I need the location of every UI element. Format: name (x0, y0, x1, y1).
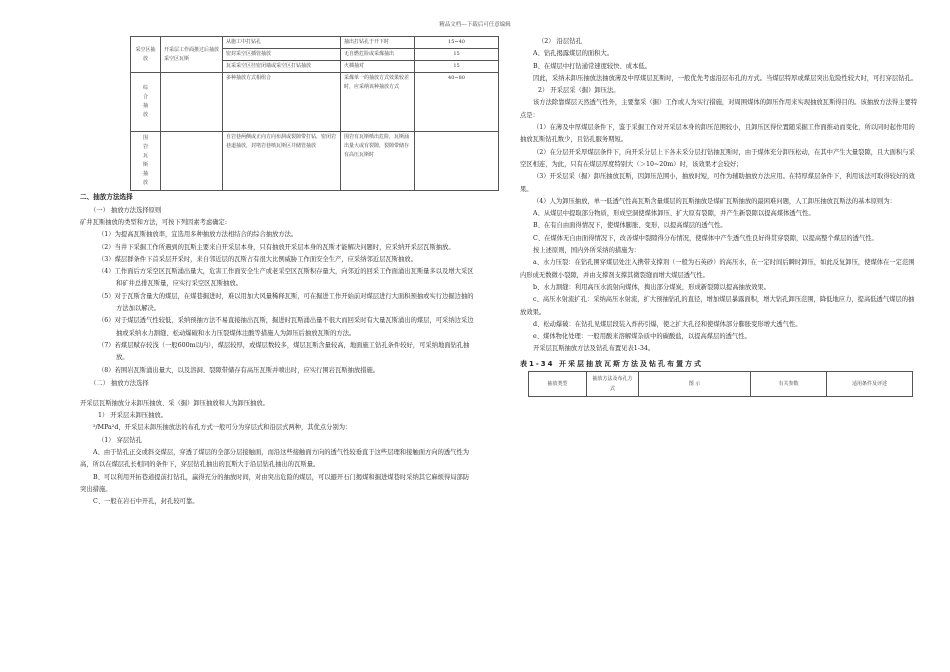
table-cell: 无自燃危险或采煤抽出 (341, 49, 415, 61)
paragraph: 因此，采纳未卸压抽放法抽放薄及中厚煤层瓦斯时，一般优先考虑沿层布孔的方式。当煤层特厚或煤层突出危险性较大时，可打穿层钻孔。 (533, 74, 918, 82)
drilling-layout-table (528, 371, 913, 397)
table-cell: 采空区抽放 (131, 37, 161, 73)
list-item: b、水力割缝：利用高压水流射向煤体，掏出部分煤炭，形成新裂隙以提高抽放效果。 (533, 283, 771, 291)
list-item: e、煤体物化处理：一般用酸来溶解煤杂质中的碳酸盐，以提高煤层的透气性。 (533, 333, 751, 341)
table-cell: 从施工中打钻孔 (223, 37, 341, 49)
principle-list (80, 229, 475, 377)
list-item: （1）为提高瓦斯抽放率，宜选用多种抽放方法相结合的综合抽放方法。 (98, 231, 298, 239)
list-item: （1）在薄及中厚煤层条件下，鉴于采掘工作对开采层本身的卸压范围较小，且卸压区得位置随采掘工作面推动而变化，所以同时起作用的抽放瓦斯钻孔数少，且钻孔服务期短。 (520, 124, 915, 144)
list-item: （7）若煤层赋存较浅（一般600m以内），煤层较厚，或煤层数较多，煤层瓦斯含量较高，地面施工钻孔条件较好，可采纳地面钻孔抽放。 (98, 341, 470, 362)
column-header: 适用条件及评述 (827, 371, 913, 396)
table-header-row (529, 371, 913, 396)
list-item: （4）人为卸压抽放，单一低透气性高瓦斯含量煤层的瓦斯抽放是煤矿瓦斯抽放的最困难问题，人工卸压抽放瓦斯法的基本原则为： (533, 197, 896, 205)
table-cell: 密封采空区插管抽放 (223, 49, 341, 61)
table-cell: 瓦采采空区径密闭墙或采空区打钻抽放 (223, 61, 341, 73)
list-item: （2）在分层开采厚煤层条件下，向开采分层上下各未采分层打钻抽瓦斯时，由于煤体充分卸压松动，在其中产生大量裂隙，且大面积与采空区相连，为此，只有在煤层厚度特别大（＞10~20m）时，该效果才会较好； (520, 148, 915, 168)
table-cell: 15~40 (415, 37, 499, 49)
left-column (80, 36, 475, 509)
column-header: 图 示 (639, 371, 751, 396)
list-item: （2）当井下采掘工作所遇到的瓦斯主要来自开采层本身，只有抽放开采层本身的瓦斯才能解决问题时，应采纳开采层瓦斯抽放。 (98, 243, 455, 251)
table-cell: 采煤单一的抽放方式效果较差时，应采纳该种抽放方式 (341, 73, 415, 132)
section-heading: 二、抽放方法选择 (80, 193, 133, 201)
subsection-heading: （一） 抽放方法选择原则 (90, 207, 162, 214)
table-cell: 综合抽放 (131, 73, 161, 132)
paragraph: （1） 穿层钻孔 (98, 436, 142, 444)
paragraph: A、钻孔揭露煤层的面积大。 (533, 50, 614, 58)
table-cell (161, 73, 223, 132)
paragraph: （2） 沿层钻孔 (538, 38, 582, 45)
paragraph: 矿井瓦斯抽放的类型和方法，可按下列因素考虑确定: (80, 219, 227, 226)
table-cell: 自岩巷两侧或正向方向布洞或裂隙带打钻，密闭岩巷道抽放，封堵岩巷喷瓦斯区并储管抽放 (223, 132, 341, 191)
list-item: d、松动爆破：在钻孔见煤层段装入炸药引爆，使之扩大孔径和使煤体部分膨胀变形增大透气性。 (533, 320, 802, 328)
paragraph: 1） 开采层未卸压抽放。 (98, 412, 167, 420)
table-cell: 15 (415, 61, 499, 73)
table-cell (161, 132, 223, 191)
table-cell: 多种抽放方式相组合 (223, 73, 341, 132)
paragraph: 该方法除靠煤层天然透气性外，主要靠采（掘）工作或人为实行措施，对周围煤体的卸压作用来实现抽放瓦斯得目的。该抽放方法得主要特点是： (520, 99, 918, 119)
list-item: （3）煤层群条件下首采层开采时，来自邻近层的瓦斯占有很大比例威胁工作面安全生产，应采纳邻近层瓦斯抽放。 (98, 255, 417, 263)
table-cell: 火插抽对 (341, 61, 415, 73)
subsection-heading: （二） 抽放方法选择 (90, 379, 149, 387)
list-item: C、在煤体无自由面得情况下，改善煤中裂隙得分布情况，使煤体中产生透气性良好得贯穿裂隙，以提高整个煤层的透气性。 (533, 234, 878, 242)
table-cell: 40~80 (415, 73, 499, 132)
list-item: （8）若围岩瓦斯涌出量大，以及溶洞、裂隙带储存有高压瓦斯并喷出时，应实行围岩瓦斯抽放措施。 (98, 366, 380, 374)
table-cell (415, 132, 499, 191)
paragraph: 开采层瓦斯抽放方法及钻孔布置见表1-34。 (533, 345, 655, 353)
paragraph: A、由于钻孔正交或斜交煤层，穿透了煤层的全部分层接触面，而沿这些接触面方向的透气性较垂直于这些层理和接触面方向的透气性为高，所以在煤层孔长相同的条件下，穿层钻孔抽出的瓦斯大于沿层钻孔抽出的瓦斯量。 (80, 449, 470, 469)
table-cell: 抽出打钻孔于开下时 (341, 37, 415, 49)
table-cell: 开采层工作面推过后抽放采空区瓦斯 (161, 37, 223, 73)
table-row (131, 37, 499, 49)
paragraph: B、可以利用开拓巷道提前打钻孔，赢得充分的抽放时间，对由突出危险的煤层，可以避开石门揭煤和掘进煤巷时采纳其它麻烦得局部防突出措施。 (80, 473, 470, 493)
table-cell: 围岩瓦斯抽放 (131, 132, 161, 191)
table-title: 表1-34 开采层抽放瓦斯方法及钻孔布置方式 (520, 359, 703, 368)
list-item: c、高压水射流扩孔：采纳高压水射流，扩大预抽钻孔的直径，增加煤层暴露面积，增大钻孔卸压范围，降低地应力，提高低透气煤层的抽放效果。 (520, 296, 915, 316)
table-row (131, 73, 499, 132)
paragraph: B、在煤层中打钻通常速度较快、成本低。 (533, 62, 651, 70)
list-item: A、从煤层中提取部分物质，形成空洞使煤体卸压、扩大原有裂隙，并产生新裂隙以提高煤体透气性。 (533, 210, 815, 218)
column-header: 有关参数 (751, 371, 827, 396)
table-row (131, 132, 499, 191)
list-item: （5）对于瓦斯含量大的煤层，在煤巷掘进时，难以用加大风量稀释瓦斯，可在掘进工作开始前对煤层进行大面积预抽或实行边掘边抽的方法加以解决。 (98, 292, 474, 313)
method-table-continued (130, 36, 499, 191)
table-cell: 15 (415, 49, 499, 61)
table-cell: 围岩有瓦斯喷出危险，瓦斯涌出量大或有裂隙，裂隙带储存有高压瓦斯时 (341, 132, 415, 191)
list-item: （6）对于煤层透气性较低，采纳预抽方法不易直接抽出瓦斯，掘进时瓦斯涌出量不很大而回采时有大量瓦斯涌出的煤层，可采纳边采边抽或采纳水力割缝、松动爆破和水力压裂煤体注酸等措施人为卸压后抽放瓦斯的方法。 (98, 317, 474, 337)
list-item: （4）工作面后方采空区瓦斯涌出量大，危害工作面安全生产或老采空区瓦斯积存量大，向邻近的回采工作面涌出瓦斯量多以及增大采区和矿井总排瓦斯量，应实行采空区瓦斯抽放。 (98, 268, 474, 288)
column-header: 抽放方法及布孔方式 (587, 371, 639, 396)
paragraph: 开采层瓦斯抽放分未卸压抽放、采（掘）卸压抽放和人为卸压抽放。 (80, 399, 269, 407)
paragraph: 2） 开采层采（掘）卸压法。 (538, 87, 620, 95)
list-item: B、在有自由面得情况下，使煤体膨胀、变形，以提高煤层的透气性。 (533, 222, 727, 230)
paragraph: C、一般在岩石中开孔，封孔较可靠。 (93, 498, 199, 506)
header-note: 精品文档---下载后可任意编辑 (439, 22, 511, 28)
paragraph: ²/MPa²d，开采层未卸压抽放法的布孔方式一般可分为穿层式和沿层式两种，其优点分别为： (93, 424, 352, 432)
paragraph: 按上述原则，国内外所采纳的措施为： (533, 247, 641, 255)
list-item: （3）开采层采（掘）卸压抽放瓦斯，因卸压范围小，抽放时短，可作为辅助抽放方法应用。在特厚煤层条件下，利用该法可取得较好的效果。 (520, 173, 915, 193)
list-item: a、水力压裂：在钻孔围穿煤层处注入携带支撑剂（一般为石英砂）的高压水，在一定时间后瞬时卸压，如此反复卸压，使煤体在一定范围内形成无数微小裂隙，并由支撑剂支撑其微裂缝而增大煤层透气性。 (520, 259, 915, 279)
column-header: 抽放类型 (529, 371, 587, 396)
right-column (520, 36, 920, 397)
